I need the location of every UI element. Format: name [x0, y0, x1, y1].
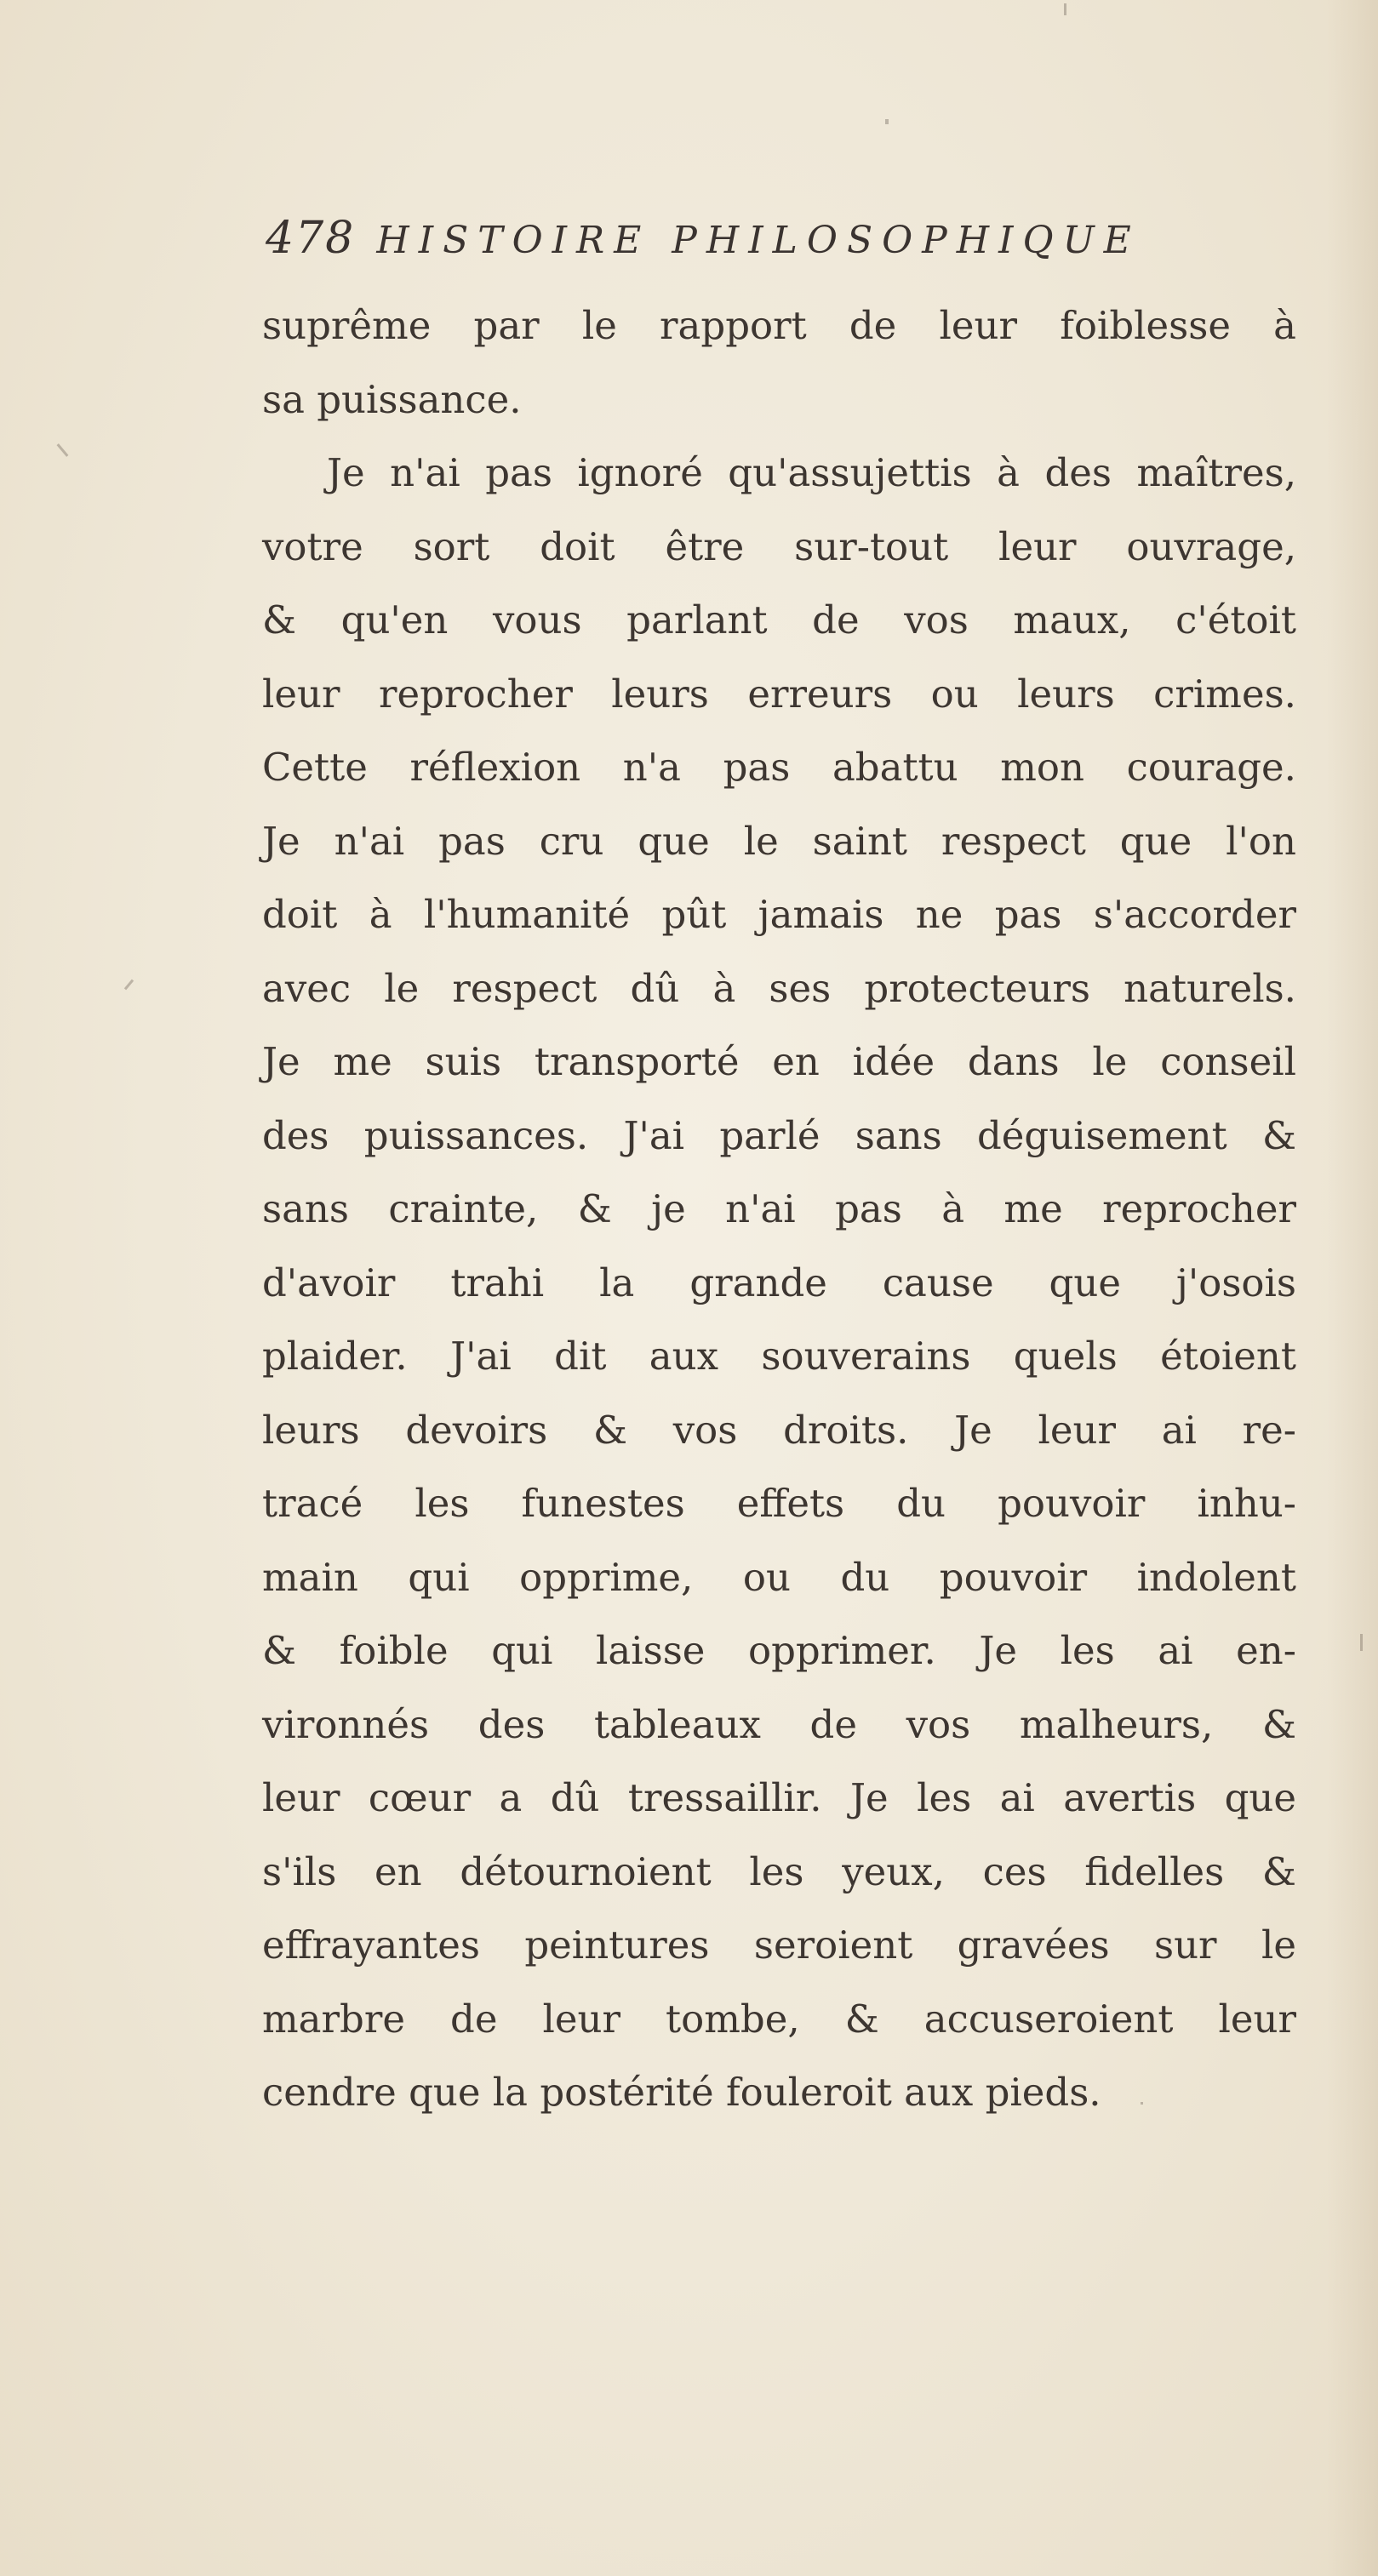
text-line: tracé les funestes effets du pouvoir inhu-	[262, 1481, 1296, 1526]
text-line: leur cœur a dû tressaillir. Je les ai avertis que	[262, 1775, 1296, 1820]
text-line: Cette réflexion n'a pas abattu mon courage.	[262, 745, 1296, 790]
text-line: votre sort doit être sur-tout leur ouvrage,	[262, 523, 1296, 569]
text-line: leurs devoirs & vos droits. Je leur ai re-	[262, 1407, 1296, 1453]
paper-speck	[124, 980, 134, 991]
text-line: vironnés des tableaux de vos malheurs, &	[262, 1701, 1296, 1747]
text-line: des puissances. J'ai parlé sans déguisement &	[262, 1112, 1296, 1158]
text-line: marbre de leur tombe, & accuseroient leur	[262, 1996, 1296, 2042]
text-line: leur reprocher leurs erreurs ou leurs crimes.	[262, 671, 1296, 717]
running-title: HISTOIRE PHILOSOPHIQUE	[376, 219, 1141, 262]
text-line: Je me suis transporté en idée dans le conseil	[262, 1039, 1296, 1084]
text-line: plaider. J'ai dit aux souverains quels étoient	[262, 1334, 1296, 1379]
paper-speck	[1064, 3, 1066, 15]
text-line: sa puissance.	[262, 376, 522, 422]
page-number: 478	[266, 213, 356, 264]
text-line: Je n'ai pas cru que le saint respect que l'on	[262, 818, 1296, 864]
text-line: avec le respect dû à ses protecteurs naturels.	[262, 965, 1296, 1011]
text-line: doit à l'humanité pût jamais ne pas s'accorder	[262, 892, 1296, 937]
text-line: & foible qui laisse opprimer. Je les ai en-	[262, 1628, 1296, 1673]
page-header	[266, 213, 1287, 264]
text-line: cendre que la postérité fouleroit aux pieds.	[262, 2070, 1101, 2115]
text-line: s'ils en détournoient les yeux, ces fidelles &	[262, 1848, 1296, 1894]
text-line: Je n'ai pas ignoré qu'assujettis à des maîtres,	[327, 450, 1296, 495]
paper-speck	[57, 443, 69, 457]
text-line: main qui opprime, ou du pouvoir indolent	[262, 1554, 1296, 1600]
text-line: effrayantes peintures seroient gravées sur le	[262, 1922, 1296, 1968]
text-line: suprême par le rapport de leur foiblesse à	[262, 303, 1296, 348]
paper-speck	[885, 119, 889, 124]
text-line: d'avoir trahi la grande cause que j'osois	[262, 1259, 1296, 1305]
paper-speck	[1360, 1634, 1363, 1651]
text-line: sans crainte, & je n'ai pas à me reprocher	[262, 1186, 1296, 1231]
text-line: & qu'en vous parlant de vos maux, c'étoit	[262, 597, 1296, 643]
body-text	[262, 289, 1296, 2130]
